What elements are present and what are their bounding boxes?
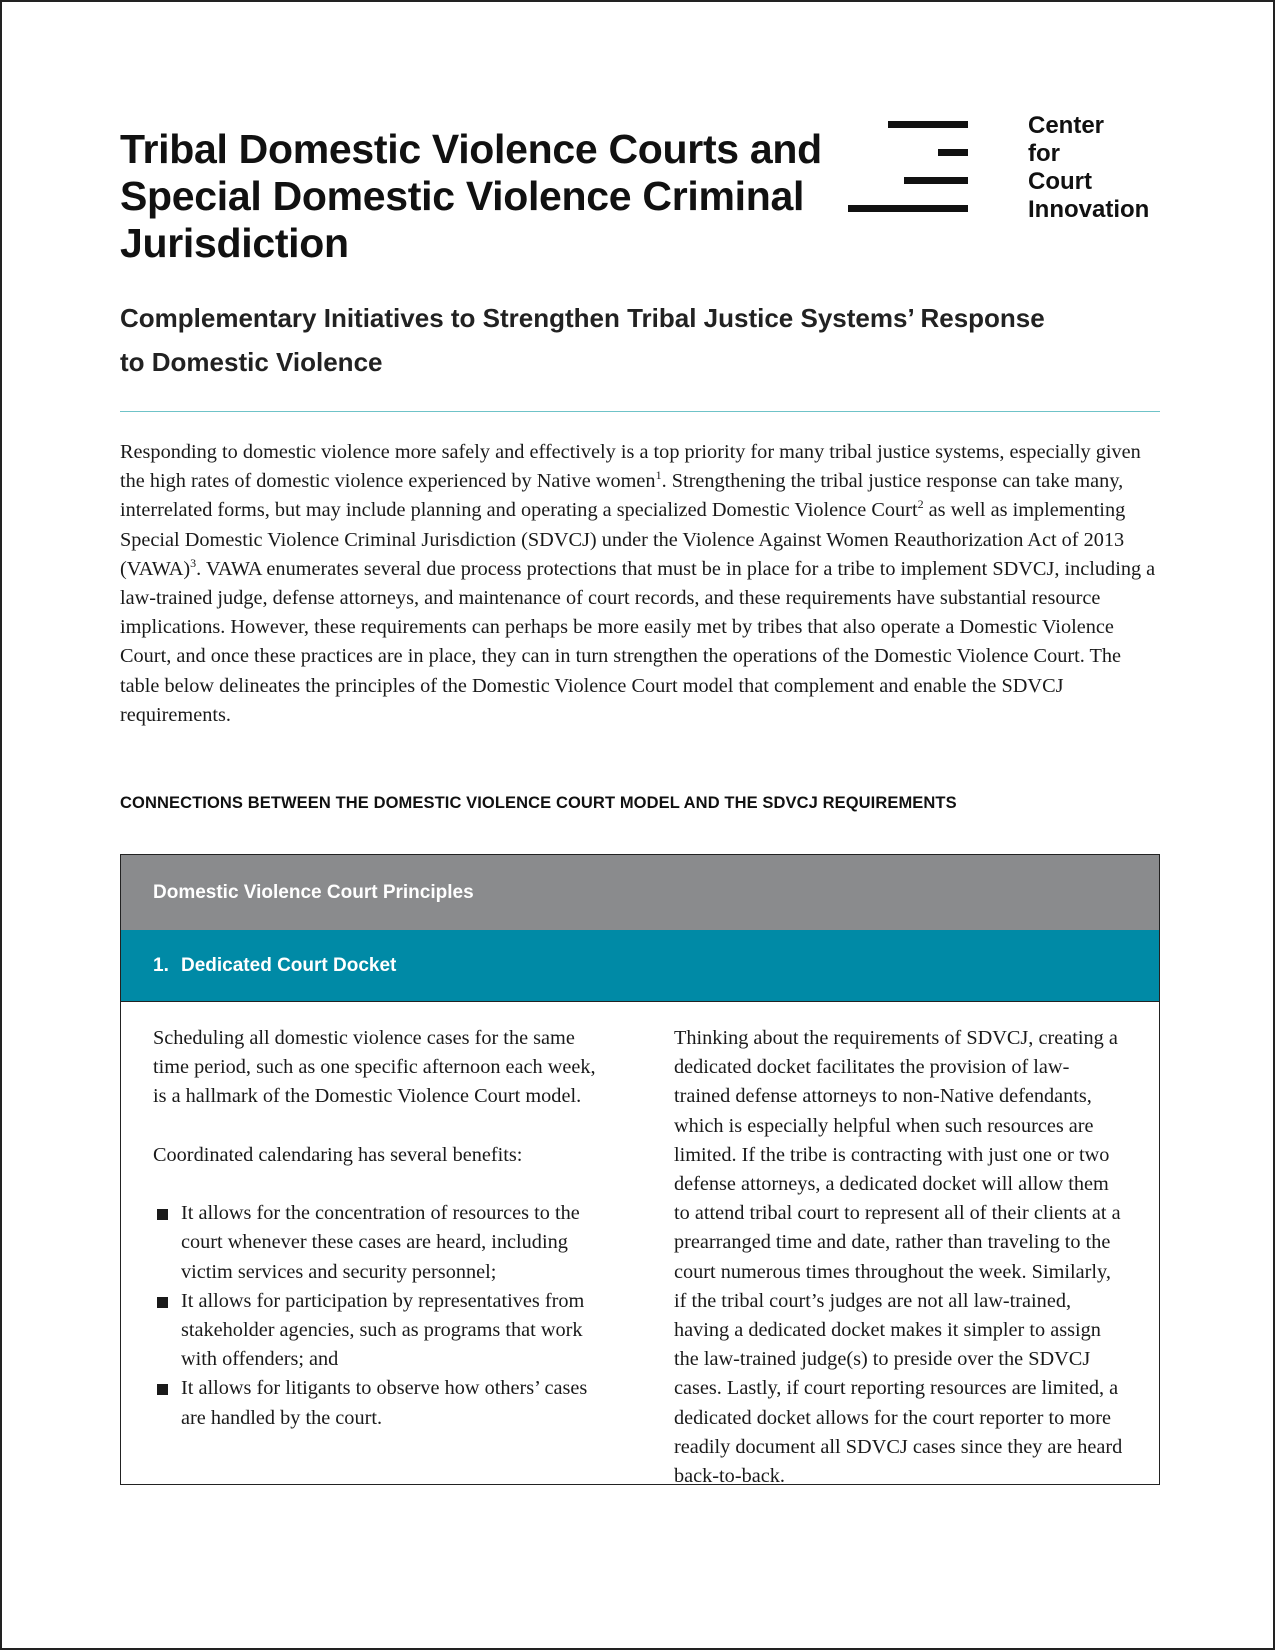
row-number: 1. <box>153 954 169 976</box>
divider-line <box>120 411 1160 412</box>
logo-word-court: Court <box>1028 168 1092 195</box>
intro-paragraph <box>120 438 1160 730</box>
logo-bar-3 <box>904 177 968 184</box>
document-subtitle: Complementary Initiatives to Strengthen Tribal Justice Systems’ Response to Domestic Violence <box>120 303 1045 377</box>
list-item-text: It allows for participation by representatives from stakeholder agencies, such as programs that work with offenders; and <box>181 1289 585 1371</box>
intro-text-1: Responding to domestic violence more safely and effectively is a top priority for many tribal justice systems, especially given the high rates of domestic violence experienced by Native women <box>120 441 1141 493</box>
square-bullet-icon <box>157 1297 168 1308</box>
intro-text-4: . VAWA enumerates several due process protections that must be in place for a tribe to implement SDVCJ, including a law-trained judge, defense attorneys, and maintenance of court records, and these requirements have substantial resource implications. However, these requirements can perhaps be more easily met by tribes that also operate a Domestic Violence Court, and once these practices are in place, they can in turn strengthen the operations of the Domestic Violence Court. The table below delineates the principles of the Domestic Violence Court model that complement and enable the SDVCJ requirements. <box>120 557 1156 726</box>
intro-text-2: . Strengthening the tribal justice response can take many, interrelated forms, but may include planning and operating a specialized Domestic Violence Court <box>120 470 1124 522</box>
list-item-text: It allows for litigants to observe how others’ cases are handled by the court. <box>181 1377 588 1429</box>
row-title: Dedicated Court Docket <box>181 954 397 976</box>
footnote-ref-1: 1 <box>655 468 662 483</box>
square-bullet-icon <box>157 1209 168 1220</box>
center-for-court-innovation-logo <box>882 114 1172 226</box>
logo-bar-1 <box>888 121 968 128</box>
logo-word-center: Center <box>1028 112 1105 139</box>
table-header-label: Domestic Violence Court Principles <box>153 881 474 903</box>
logo-bar-2 <box>938 149 968 156</box>
table-header <box>121 855 1159 930</box>
square-bullet-icon <box>157 1384 168 1395</box>
logo-word-for: for <box>1028 140 1060 167</box>
left-paragraph-1: Scheduling all domestic violence cases for the same time period, such as one specific afternoon each week, is a hallmark of the Domestic Violence Court model. <box>153 1027 596 1108</box>
footnote-ref-3: 3 <box>190 556 197 571</box>
intro-text-3: as well as implementing Special Domestic Violence Criminal Jurisdiction (SDVCJ) under the Violence Against Women Reauthorization Act of 2013 (VAWA) <box>120 499 1126 580</box>
right-column <box>674 1024 1124 1520</box>
table-row-heading <box>121 930 1159 1002</box>
list-item <box>153 1374 613 1432</box>
list-item <box>153 1287 613 1375</box>
logo-word-innovation: Innovation <box>1028 196 1150 223</box>
document-title: Tribal Domestic Violence Courts and Special Domestic Violence Criminal Jurisdiction <box>120 126 822 266</box>
section-heading: CONNECTIONS BETWEEN THE DOMESTIC VIOLENCE COURT MODEL AND THE SDVCJ REQUIREMENTS <box>120 794 957 812</box>
list-item-text: It allows for the concentration of resources to the court whenever these cases are heard, including victim services and security personnel; <box>181 1202 580 1283</box>
logo-bar-4 <box>848 205 968 212</box>
principles-table <box>120 854 1160 1488</box>
list-item <box>153 1199 613 1287</box>
left-paragraph-2: Coordinated calendaring has several benefits: <box>153 1143 523 1166</box>
footnote-ref-2: 2 <box>917 497 924 512</box>
benefits-list <box>153 1199 613 1433</box>
right-paragraph: Thinking about the requirements of SDVCJ, creating a dedicated docket facilitates the provision of law-trained defense attorneys to non-Native defendants, which is especially helpful when such resources are limited. If the tribe is contracting with just one or two defense attorneys, a dedicated docket will allow them to attend tribal court to represent all of their clients at a prearranged time and date, rather than traveling to the court numerous times throughout the week. Similarly, if the tribal court’s judges are not all law-trained, having a dedicated docket makes it simpler to assign the law-trained judge(s) to preside over the SDVCJ cases. Lastly, if court reporting resources are limited, a dedicated docket allows for the court reporter to more readily document all SDVCJ cases since they are heard back-to-back. <box>674 1027 1123 1488</box>
left-column <box>153 1024 613 1433</box>
